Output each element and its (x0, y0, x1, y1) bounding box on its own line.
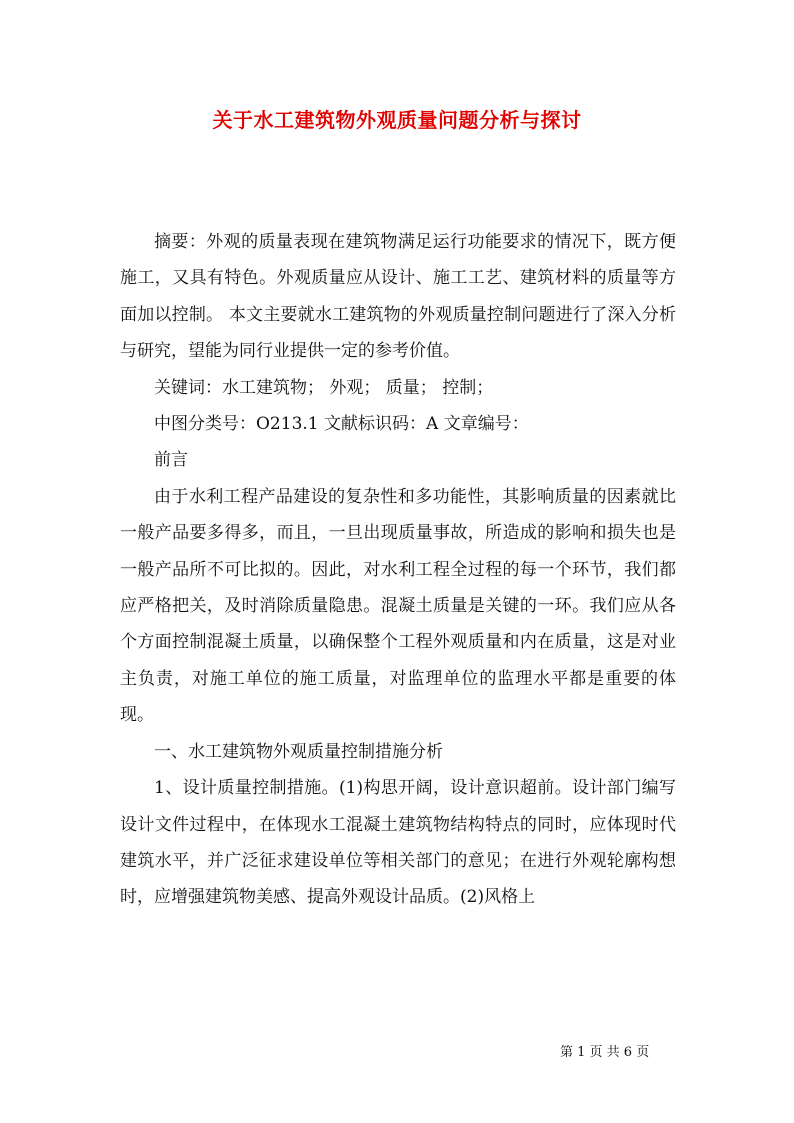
classification-paragraph: 中图分类号：O213.1 文献标识码：A 文章编号： (154, 414, 529, 435)
preface-paragraph: 由于水利工程产品建设的复杂性和多功能性，其影响质量的因素就比一般产品要多得多，而且，一旦出现质量事故，所造成的影响和损失也是一般产品所不可比拟的。因此，对水利工程全过程的每一个环节，我们都应严格把关，及时消除质量隐患。混凝土质量是关键的一环。我们应从各个方面控制混凝土质量，以确保整个工程外观质量和内在质量，这是对业主负责，对施工单位的施工质量，对监理单位的监理水平都是重要的体现。 (120, 486, 676, 726)
keywords-paragraph: 关键词：水工建筑物； 外观； 质量； 控制； (154, 377, 494, 398)
document-body (120, 224, 676, 916)
abstract-paragraph: 摘要：外观的质量表现在建筑物满足运行功能要求的情况下，既方便施工，又具有特色。外观质量应从设计、施工工艺、建筑材料的质量等方面加以控制。 本文主要就水工建筑物的外观质量控制问题进行了深入分析与研究，望能为同行业提供一定的参考价值。 (120, 232, 676, 362)
section-paragraph: 1、设计质量控制措施。(1)构思开阔，设计意识超前。设计部门编写设计文件过程中，在体现水工混凝土建筑物结构特点的同时，应体现时代建筑水平，并广泛征求建设单位等相关部门的意见；在进行外观轮廓构想时，应增强建筑物美感、提高外观设计品质。(2)风格上 (120, 778, 676, 908)
page-footer: 第 1 页 共 6 页 (560, 1045, 650, 1060)
preface-heading: 前言 (154, 450, 188, 471)
section-heading: 一、水工建筑物外观质量控制措施分析 (154, 741, 443, 762)
document-title: 关于水工建筑物外观质量问题分析与探讨 (212, 108, 582, 132)
